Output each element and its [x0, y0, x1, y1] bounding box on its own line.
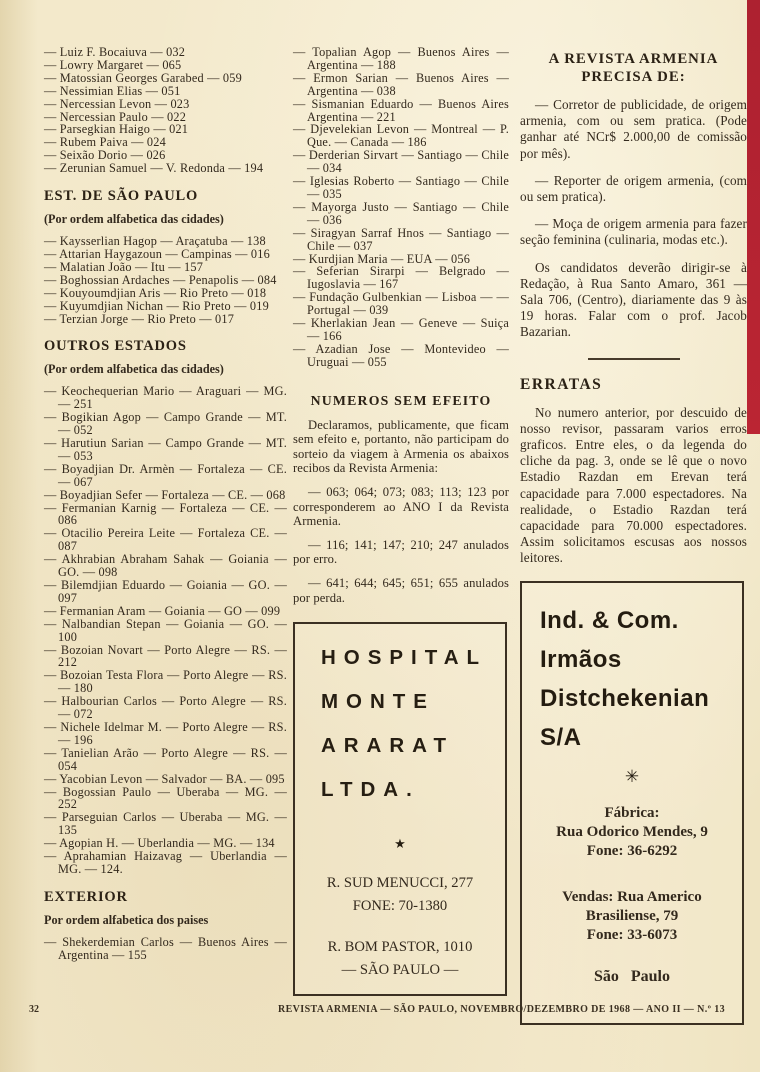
- precisa-heading: [520, 50, 747, 86]
- list-item: — Boyadjian Dr. Armèn — Fortaleza — CE. — 067: [44, 461, 287, 489]
- list-item: — Bozoian Novart — Porto Alegre — RS. — 212: [44, 642, 287, 670]
- list-item: — Boghossian Ardaches — Penapolis — 084: [44, 272, 277, 287]
- address-line: Rua Odorico Mendes, 9: [556, 823, 708, 840]
- list-item: — Zerunian Samuel — V. Redonda — 194: [44, 161, 264, 176]
- paragraph: — 063; 064; 073; 083; 113; 123 por corresponderem ao ANO I da Revista Armenia.: [293, 485, 509, 529]
- page-number: 32: [29, 1004, 39, 1015]
- list-item: — Azadian Jose — Montevideo — Uruguai — 055: [293, 341, 509, 369]
- address-line: Brasiliense, 79: [585, 907, 679, 924]
- list-item: — Topalian Agop — Buenos Aires — Argentina — 188: [293, 45, 509, 72]
- list-item: — Malatian João — Itu — 157: [44, 259, 204, 274]
- numeros-sem-efeito-heading: NUMEROS SEM EFEITO: [310, 392, 492, 408]
- red-edge-mark: [747, 0, 760, 434]
- list-item: — Kouyoumdjian Aris — Rio Preto — 018: [44, 285, 267, 300]
- list-item: — Bogikian Agop — Campo Grande — MT. — 052: [44, 410, 287, 438]
- list-item: — Bozoian Testa Flora — Porto Alegre — RS. — 180: [44, 668, 287, 696]
- list-item: — Kherlakian Jean — Geneve — Suiça — 166: [293, 316, 509, 343]
- list-item: — Tanielian Arão — Porto Alegre — RS. — 054: [44, 745, 287, 773]
- list-item: — Fundação Gulbenkian — Lisboa — — Portugal — 039: [293, 290, 509, 318]
- list-item: — Iglesias Roberto — Santiago — Chile — 035: [293, 174, 509, 201]
- paragraph: Declaramos, publicamente, que ficam sem efeito e, portanto, não participam do sorteio da viagem à Armenia os abaixos recibos da Revista Armenia:: [293, 417, 509, 476]
- section-subheading: (Por ordem alfabetica das cidades): [44, 362, 224, 377]
- section-subheading: (Por ordem alfabetica das cidades): [44, 212, 224, 227]
- receipt-list-top: [44, 46, 287, 175]
- ad-title-line: LTDA.: [320, 778, 420, 802]
- section-divider: [588, 358, 680, 360]
- paragraph: — 116; 141; 147; 210; 247 anulados por erro.: [293, 537, 509, 567]
- list-item: — Sismanian Eduardo — Buenos Aires Argentina — 221: [293, 96, 509, 124]
- hospital-address-1: [327, 872, 473, 918]
- ad-title-line: Ind. & Com.: [540, 606, 679, 634]
- list-item: — Kurdjian Maria — EUA — 056: [293, 251, 471, 266]
- fabrica-address: [540, 804, 724, 861]
- right-column: [520, 50, 747, 1025]
- star-icon: ★: [394, 836, 406, 852]
- list-item: — Halbourian Carlos — Porto Alegre — RS. — 072: [44, 694, 287, 722]
- list-item: — Seixão Dorio — 026: [44, 148, 166, 163]
- ad-title-line: Irmãos: [540, 645, 622, 673]
- paragraph: No numero anterior, por descuido de nosso revisor, passaram varios erros graficos. Entre eles, o da legenda do cliche da pag. 3, onde se lê que o novo Estadio Razdan em Erevan terá capacidade para 7.000 espectadores. Na realidade, o Estadio Razdan terá capacidade para 70.000 espectadores. Assim solicitamos escusas aos nossos leitores.: [520, 404, 747, 566]
- address-line: Vendas: Rua Americo: [562, 888, 702, 905]
- list-item: — Bilemdjian Eduardo — Goiania — GO. — 097: [44, 578, 287, 605]
- address-line: FONE: 70-1380: [352, 898, 448, 915]
- list-item: — Otacilio Pereira Leite — Fortaleza CE. — 087: [44, 526, 287, 554]
- list-item: — Kuyumdjian Nichan — Rio Preto — 019: [44, 298, 269, 313]
- list-item: — Seferian Sirarpi — Belgrado — Iugoslavia — 167: [293, 264, 509, 292]
- hospital-ad-title: [313, 646, 487, 822]
- list-item: — Mayorga Justo — Santiago — Chile — 036: [293, 199, 509, 227]
- vendas-address: [540, 888, 724, 945]
- list-item: — Ermon Sarian — Buenos Aires — Argentina — 038: [293, 70, 509, 98]
- receipt-list-exterior: [44, 936, 287, 962]
- list-item: — Terzian Jorge — Rio Preto — 017: [44, 311, 235, 326]
- paragraph: — 641; 644; 645; 651; 655 anulados por perda.: [293, 576, 509, 605]
- asterisk-icon: ✳: [624, 766, 640, 786]
- list-item: — Attarian Haygazoun — Campinas — 016: [44, 246, 270, 261]
- hospital-address-2: [328, 936, 473, 982]
- list-item: — Rubem Paiva — 024: [44, 135, 166, 150]
- ad-title-line: Distchekenian: [540, 684, 710, 712]
- paragraph: — Moça de origem armenia para fazer seção feminina (culinaria, modas etc.).: [520, 216, 747, 248]
- precisa-heading-line1: A REVISTA ARMENIA: [548, 51, 719, 67]
- receipt-list-sao-paulo: [44, 235, 287, 325]
- address-line: Fone: 33-6073: [586, 926, 678, 943]
- list-item: — Nercessian Paulo — 022: [44, 109, 187, 124]
- list-item: — Djevelekian Levon — Montreal — P. Que. — Canada — 186: [293, 122, 509, 150]
- list-item: — Keochequerian Mario — Araguari — MG. — 251: [44, 384, 287, 412]
- ad-city: São Paulo: [593, 967, 670, 985]
- erratas-heading: ERRATAS: [520, 375, 603, 393]
- left-column: [44, 46, 287, 962]
- list-item: — Harutiun Sarian — Campo Grande — MT. — 053: [44, 436, 287, 463]
- ad-title-line: HOSPITAL: [320, 646, 488, 670]
- list-item: — Kaysserlian Hagop — Araçatuba — 138: [44, 234, 266, 249]
- paragraph: — Reporter de origem armenia, (com ou sem pratica).: [520, 172, 747, 205]
- list-item: — Luiz F. Bocaiuva — 032: [44, 45, 186, 59]
- address-line: Fábrica:: [604, 804, 660, 821]
- section-subheading: Por ordem alfabetica dos paises: [44, 912, 209, 927]
- list-item: — Fermanian Karnig — Fortaleza — CE. — 086: [44, 500, 287, 528]
- erratas-body: [520, 405, 747, 567]
- ad-title-line: S/A: [540, 723, 582, 751]
- middle-column: [293, 46, 509, 996]
- hospital-monte-ararat-ad: [293, 622, 507, 996]
- list-item: — Akhrabian Abraham Sahak — Goiania — GO. — 098: [44, 552, 287, 580]
- ad-title-line: ARARAT: [320, 734, 454, 758]
- paragraph: — Corretor de publicidade, de origem armenia, com ou sem pratica. (Pode ganhar até NCr$ 2.000,00 de comissão por mês).: [520, 97, 747, 161]
- list-item: — Shekerdemian Carlos — Buenos Aires — Argentina — 155: [44, 934, 287, 962]
- numeros-sem-efeito-body: [293, 418, 509, 606]
- distchekenian-ad-title: [540, 606, 724, 751]
- list-item: — Matossian Georges Garabed — 059: [44, 70, 242, 85]
- precisa-heading-line2: PRECISA DE:: [581, 69, 686, 85]
- receipt-list-outros-estados: [44, 385, 287, 875]
- list-item: — Yacobian Levon — Salvador — BA. — 095: [44, 771, 285, 786]
- list-item: — Nichele Idelmar M. — Porto Alegre — RS. — 196: [44, 719, 287, 747]
- list-item: — Parsegkian Haigo — 021: [44, 122, 189, 137]
- list-item: — Nercessian Levon — 023: [44, 96, 190, 111]
- ad-title-line: MONTE: [320, 690, 435, 714]
- address-line: Fone: 36-6292: [586, 842, 678, 859]
- list-item: — Boyadjian Sefer — Fortaleza — CE. — 068: [44, 487, 286, 502]
- list-item: — Lowry Margaret — 065: [44, 57, 182, 72]
- list-item: — Fermanian Aram — Goiania — GO — 099: [44, 603, 281, 618]
- list-item: — Nalbandian Stepan — Goiania — GO. — 100: [44, 616, 287, 644]
- address-line: — SÃO PAULO —: [341, 962, 459, 979]
- list-item: — Siragyan Sarraf Hnos — Santiago — Chile — 037: [293, 225, 509, 253]
- list-item: — Derderian Sirvart — Santiago — Chile — 034: [293, 148, 509, 176]
- footer: [0, 1004, 760, 1020]
- list-item: — Agopian H. — Uberlandia — MG. — 134: [44, 836, 275, 851]
- paragraph: Os candidatos deverão dirigir-se à Redação, à Rua Santo Amaro, 361 — Sala 706, (Centro), diariamente das 9 às 19 horas. Falar com o prof. Jacob Bazarian.: [520, 259, 747, 340]
- section-heading-exterior: EXTERIOR: [44, 888, 128, 905]
- distchekenian-ad: [520, 581, 744, 1025]
- list-item: — Parseguian Carlos — Uberaba — MG. — 135: [44, 810, 287, 838]
- section-heading-outros-estados: OUTROS ESTADOS: [44, 338, 187, 355]
- address-line: R. BOM PASTOR, 1010: [327, 939, 473, 956]
- section-heading-sao-paulo: EST. DE SÃO PAULO: [44, 188, 199, 205]
- list-item: — Nessimian Elias — 051: [44, 83, 181, 98]
- address-line: R. SUD MENUCCI, 277: [326, 875, 474, 892]
- receipt-list-middle: [293, 46, 509, 369]
- list-item: — Aprahamian Haizavag — Uberlandia — MG. — 124.: [44, 849, 287, 876]
- precisa-body: [520, 97, 747, 341]
- footer-text: REVISTA ARMENIA — SÃO PAULO, NOVEMBRO/DEZEMBRO DE 1968 — ANO II — N.º 13: [277, 1004, 726, 1015]
- list-item: — Bogossian Paulo — Uberaba — MG. — 252: [44, 784, 287, 812]
